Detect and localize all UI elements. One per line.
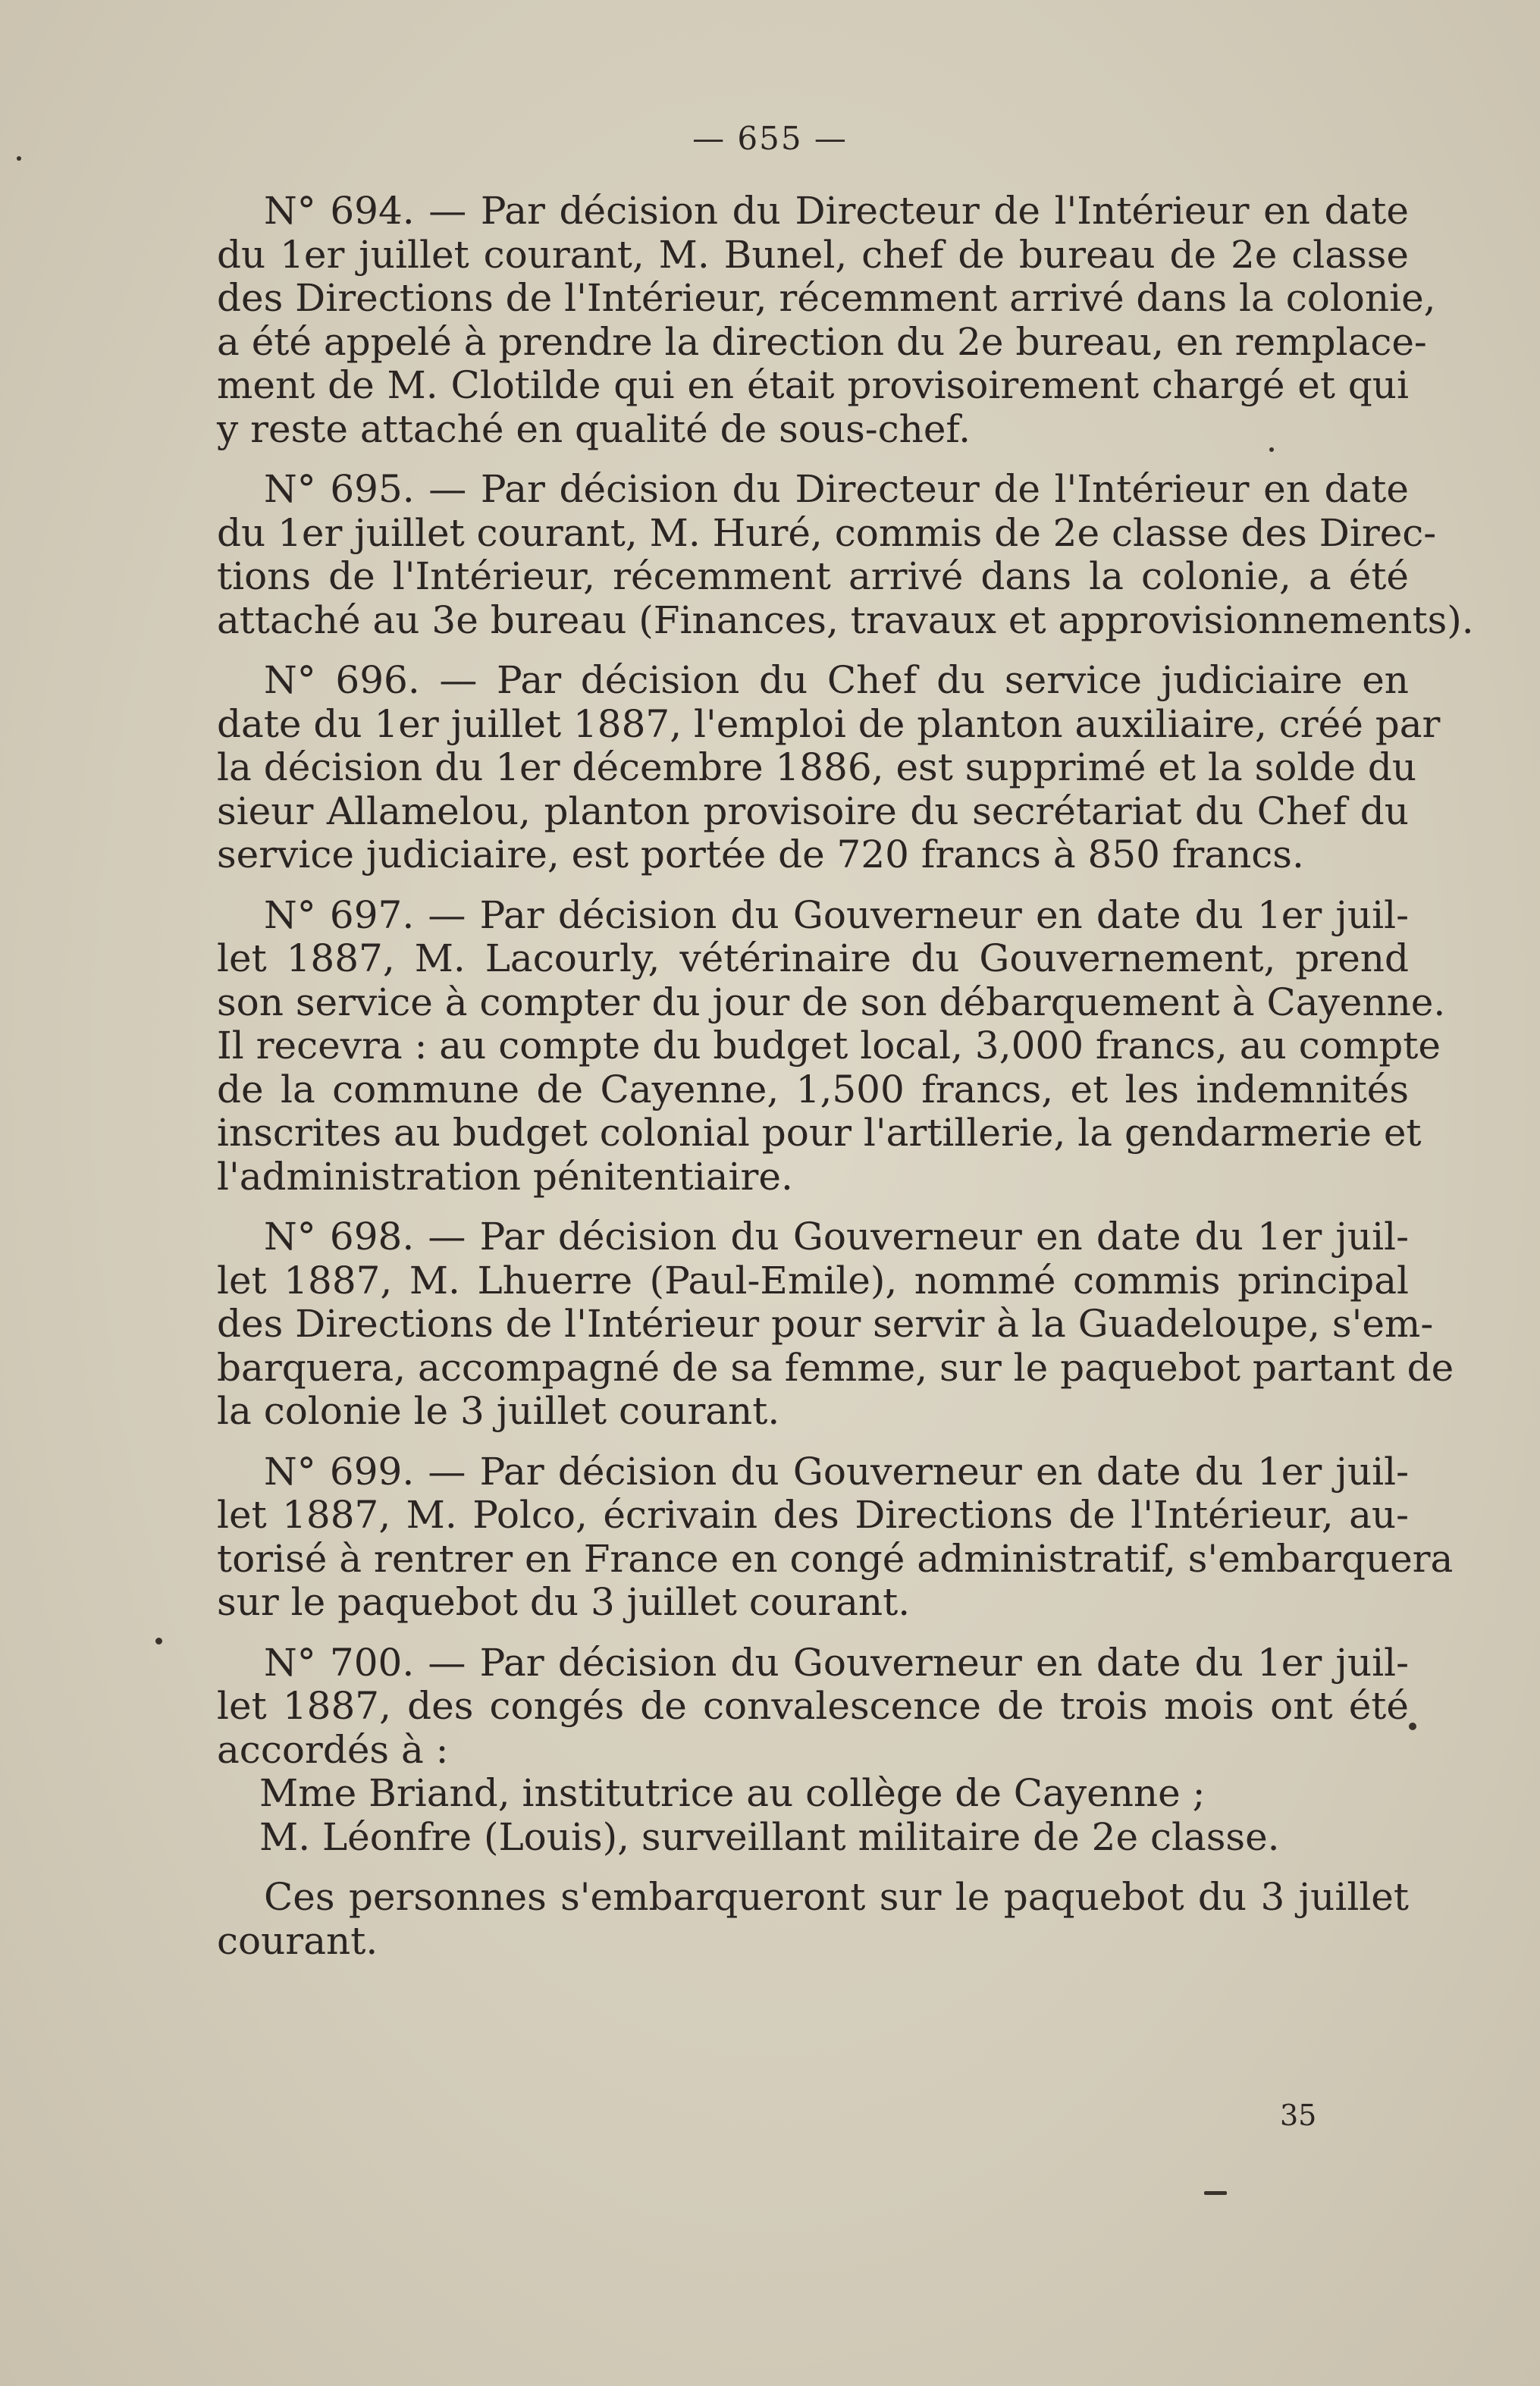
decision-paragraph (217, 1449, 1454, 1625)
text-line: accordés à : (217, 1727, 449, 1772)
text-line: la décision du 1er décembre 1886, est supprimé et la solde du (217, 745, 1417, 789)
text-line: torisé à rentrer en France en congé administratif, s'embarquera (217, 1536, 1454, 1581)
text-line: service judiciaire, est portée de 720 francs à 850 francs. (217, 832, 1304, 876)
decision-paragraph (217, 189, 1436, 451)
decision-paragraph (217, 467, 1474, 642)
text-line: courant. (217, 1918, 378, 1963)
ink-speck (1269, 447, 1274, 452)
text-line: N° 699. — Par décision du Gouverneur en date du 1er juil- (264, 1449, 1409, 1494)
text-line: l'administration pénitentiaire. (217, 1154, 793, 1199)
ink-speck (1204, 2191, 1227, 2195)
text-line: N° 697. — Par décision du Gouverneur en date du 1er juil- (264, 892, 1409, 937)
signature-mark: 35 (1280, 2099, 1317, 2132)
text-line: tions de l'Intérieur, récemment arrivé dans la colonie, a été (217, 554, 1409, 598)
text-line: Il recevra : au compte du budget local, 3,000 francs, au compte (217, 1024, 1441, 1068)
text-line: attaché au 3e bureau (Finances, travaux et approvisionnements). (217, 597, 1474, 642)
ink-speck (17, 156, 21, 161)
text-line: let 1887, des congés de convalescence de trois mois ont été (217, 1684, 1409, 1728)
text-line: a été appelé à prendre la direction du 2e bureau, en remplace- (217, 319, 1427, 364)
text-line: date du 1er juillet 1887, l'emploi de planton auxiliaire, créé par (217, 701, 1441, 746)
text-line: son service à compter du jour de son débarquement à Cayenne. (217, 980, 1446, 1024)
text-line: y reste attaché en qualité de sous-chef. (217, 406, 971, 451)
text-line: N° 694. — Par décision du Directeur de l'Intérieur en date (264, 189, 1409, 233)
decision-paragraph (217, 658, 1441, 877)
ink-speck (155, 1638, 162, 1644)
text-line: des Directions de l'Intérieur, récemment arrivé dans la colonie, (217, 276, 1436, 320)
text-line: inscrites au budget colonial pour l'artillerie, la gendarmerie et (217, 1111, 1422, 1155)
decision-paragraph (217, 892, 1446, 1199)
text-line: Ces personnes s'embarqueront sur le paquebot du 3 juillet (264, 1875, 1409, 1919)
text-line: N° 695. — Par décision du Directeur de l'Intérieur en date (264, 467, 1409, 511)
decision-paragraph (217, 1215, 1454, 1434)
text-line: la colonie le 3 juillet courant. (217, 1389, 780, 1433)
page-number: — 655 — (692, 120, 848, 157)
text-line: de la commune de Cayenne, 1,500 francs, et les indemnités (217, 1067, 1409, 1111)
text-line: let 1887, M. Polco, écrivain des Directions de l'Intérieur, au- (217, 1493, 1409, 1537)
text-line: sieur Allamelou, planton provisoire du secrétariat du Chef du (217, 789, 1409, 833)
text-line: let 1887, M. Lacourly, vétérinaire du Gouvernement, prend (217, 936, 1409, 980)
text-line: barquera, accompagné de sa femme, sur le paquebot partant de (217, 1345, 1454, 1390)
ink-speck (1409, 1723, 1416, 1730)
text-line: N° 700. — Par décision du Gouverneur en date du 1er juil- (264, 1640, 1409, 1685)
text-line: du 1er juillet courant, M. Bunel, chef de bureau de 2e classe (217, 232, 1409, 277)
text-line: N° 698. — Par décision du Gouverneur en date du 1er juil- (264, 1215, 1409, 1259)
document-body (217, 189, 1474, 1980)
text-line: let 1887, M. Lhuerre (Paul-Emile), nommé commis principal (217, 1258, 1409, 1303)
list-item: M. Léonfre (Louis), surveillant militaire de 2e classe. (259, 1814, 1280, 1859)
decision-paragraph (217, 1876, 1409, 1963)
text-line: sur le paquebot du 3 juillet courant. (217, 1580, 911, 1624)
decision-paragraph (217, 1641, 1409, 1860)
text-line: des Directions de l'Intérieur pour servir à la Guadeloupe, s'em- (217, 1302, 1434, 1346)
text-line: ment de M. Clotilde qui en était provisoirement chargé et qui (217, 363, 1409, 407)
list-item: Mme Briand, institutrice au collège de Cayenne ; (259, 1771, 1206, 1815)
text-line: N° 696. — Par décision du Chef du service judiciaire en (264, 658, 1409, 702)
text-line: du 1er juillet courant, M. Huré, commis de 2e classe des Direc- (217, 510, 1437, 555)
